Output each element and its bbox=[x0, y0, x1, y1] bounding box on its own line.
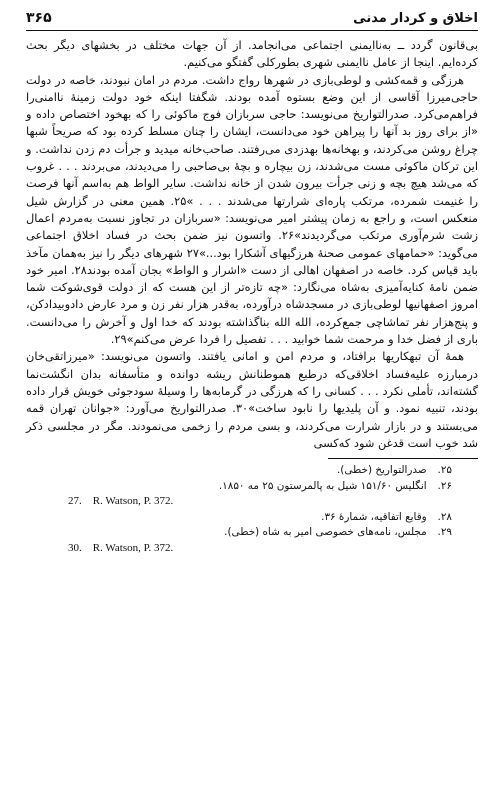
body-text bbox=[26, 37, 478, 452]
footnote-26: ۲۶. انگلیس ۱۵۱/۶۰ شیل به پالمرستون ۲۵ مه ۱۸۵۰. bbox=[218, 479, 452, 492]
page-number: ۳۶۵ bbox=[26, 10, 52, 26]
running-header bbox=[26, 10, 478, 31]
paragraph: همهٔ آن تبهکاریها برافتاد، و مردم امن و امانی یافتند. واتسون می‌نویسد: «میرزاتقی‌خان درمبارزه علیه‌فساد اخلاقی‌که درطبع هموطنانش ریشه دوانده و متأسفانه بدان انگشت‌نما گشته‌اند، تأملی نکرد . . . کسانی را که هرزگی در گرمابه‌ها را وسیلهٔ سودجوئی خویش قرار داده بودند، تنبیه نمود. و آن پلیدیها را نابود ساخت»۳۰. صدرالتواریخ می‌آورد: «جوانان تهران قمه می‌بستند و در بازار شرارت می‌کردند، و بسی مردم را زخمی می‌نمودند. مگر در مجلسی ذکر شد خوب است قدغن شود که‌کسی bbox=[26, 349, 478, 450]
footnote-30: 30. R. Watson, P. 372. bbox=[68, 541, 174, 554]
paragraph: بی‌قانون گردد ــ به‌ناایمنی اجتماعی می‌انجامد. از آن جهات مختلف در بخشهای دیگر بحث کرده‌ایم. اینجا از عامل ناایمنی شهری بطورکلی گفتگو می‌کنیم. bbox=[26, 38, 478, 70]
footnote-29: ۲۹. مجلس، نامه‌های خصوصی امیر به شاه (خطی). bbox=[224, 526, 452, 539]
footnote-27: 27. R. Watson, P. 372. bbox=[68, 495, 174, 508]
footnotes bbox=[26, 463, 478, 556]
footnote-25: ۲۵. صدرالتواریخ (خطی). bbox=[337, 464, 452, 477]
footnote-28: ۲۸. وقایع اتفاقیه، شمارهٔ ۳۶. bbox=[321, 510, 452, 523]
running-title: اخلاق و کردار مدنی bbox=[353, 11, 478, 26]
paragraph: هرزگی و قمه‌کشی و لوطی‌بازی در شهرها رواج داشت. مردم در امان نبودند، خاصه در دولت حاجی‌میرزا آقاسی از این وضع بستوه آمده بودند. شگفتا اینکه خود دولت زمینهٔ ناامنی‌را فراهم‌می‌کرد. صدرالتواریخ می‌نویسد: حاجی سربازان فوج ماکوئی را که بهخود اختصاص داده و «از برای روز بد آنها را پیراهن خود می‌دانست، ایشان را چنان مسلط کرده بود که صریحاً شبها چراغ روشن می‌کردند، و بهخانه‌ها بهدزدی می‌رفتند. صاحب‌خانه میدید و جرأت دم زدن نداشت. و این ترکان ماکوئی مست می‌شدند، زن بیچاره و بچهٔ بی‌صاحبی را می‌دیدند، می‌بردند . . . غروب که می‌شد هیچ بچه و زنی جرأت بیرون شدن از خانه نداشت. سایر الواط هم به‌اسم آنها فرصت را غنیمت شمرده، مرتکب پاره‌ای شرارتها می‌شدند . . . »۲۵. همین معنی در گزارش شیل منعکس است، و راجع به زمان پیشتر امیر می‌نویسد: «سربازان در تجاوز نسبت به‌مردم اعمال زشت شرم‌آوری مرتکب می‌گردیدند»۲۶. واتسون نیز ضمن بحث در فساد اخلاق اجتماعی می‌گوید: «حمامهای عمومی صحنهٔ هرزگیهای آشکارا بود...»۲۷ شهرهای دیگر را نیز به‌همان مآخذ باید قیاس کرد. خاصه در اصفهان اهالی از دست «اشرار و الواط» بجان آمده بودند۲۸. امیر خود ضمن نامهٔ کنایه‌آمیزی به‌شاه می‌نگارد: «چه تازه‌تر از این هست که از دولت قوی‌شوکت شما امروز اصفهانیها لوطی‌بازی در مسجدشاه درآورده، به‌قدر هزار نفر زن و مرد عارض دادوبیدادکن، و پنج‌هزار نفر تماشاچی جمع‌کرده، الله الله بناگذاشته بودند که خدا اول و آخرش را می‌دانست. باری از فضل خدا و مرحمت شما خوابید . . . تفصیل را فردا عرض می‌کنم»۲۹. bbox=[26, 72, 479, 347]
footnote-divider bbox=[328, 458, 478, 459]
